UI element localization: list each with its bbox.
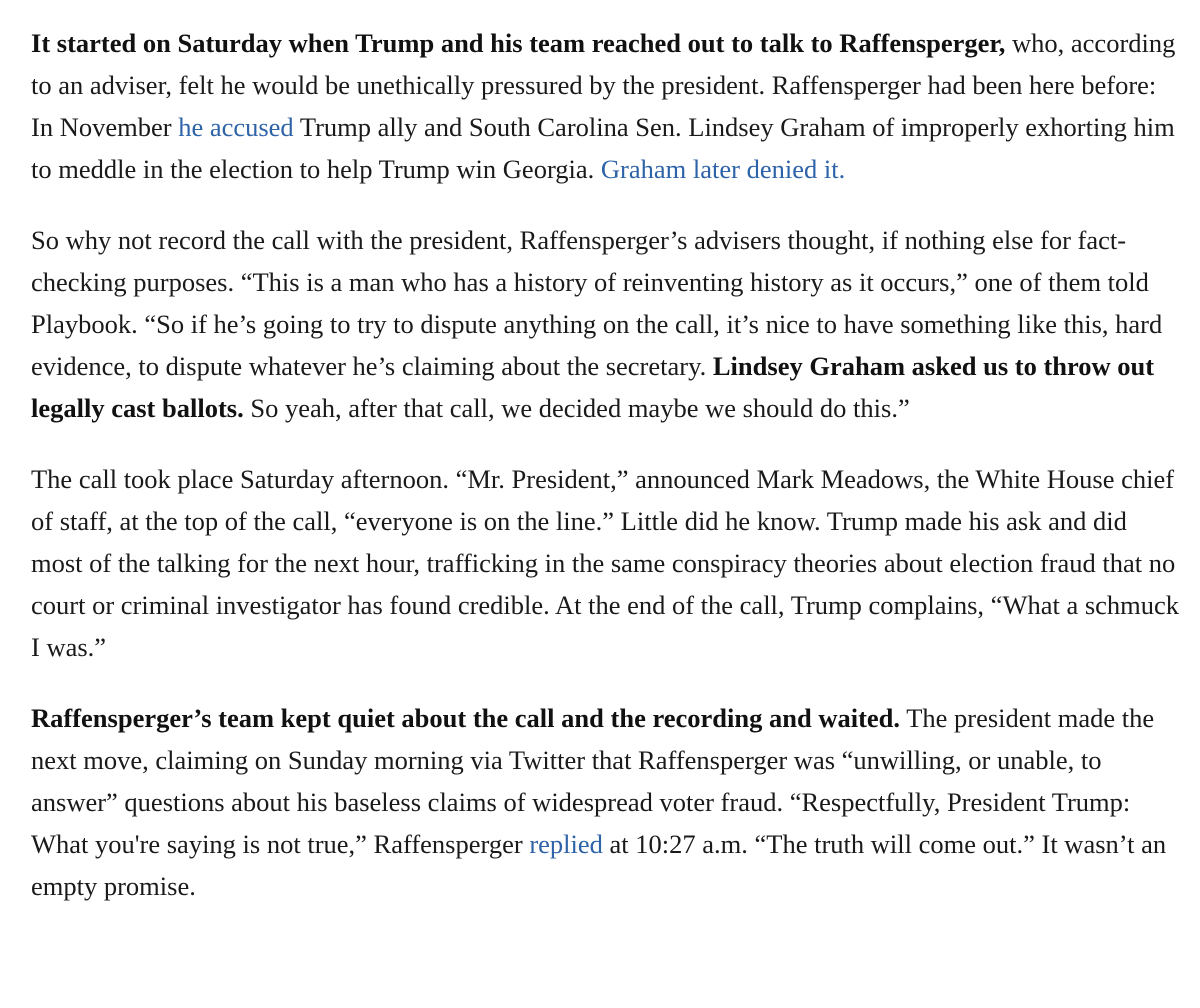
paragraph-4-text-2: at 10:27 a.m. “The truth will come out.” It wasn’t an empty promise. bbox=[31, 829, 1167, 901]
paragraph-1-text-1: who, according to an adviser, felt he would be unethically pressured by the president. Raffensperger had been here before: In November bbox=[31, 28, 1176, 142]
paragraph-4 bbox=[31, 697, 1181, 907]
paragraph-4-bold-lead: Raffensperger’s team kept quiet about the call and the recording and waited. bbox=[31, 703, 901, 733]
he-accused-link[interactable]: he accused bbox=[178, 112, 294, 142]
paragraph-3 bbox=[31, 458, 1181, 668]
paragraph-2 bbox=[31, 219, 1181, 429]
paragraph-4-text-1: The president made the next move, claiming on Sunday morning via Twitter that Raffensperger was “unwilling, or unable, to answer” questions about his baseless claims of widespread voter fraud. “Respectfully, President Trump: What you're saying is not true,” Raffensperger bbox=[31, 703, 1155, 859]
paragraph-1 bbox=[31, 22, 1181, 190]
paragraph-1-bold-lead: It started on Saturday when Trump and his team reached out to talk to Raffensperger, bbox=[31, 28, 1006, 58]
paragraph-1-text-2: Trump ally and South Carolina Sen. Lindsey Graham of improperly exhorting him to meddle in the election to help Trump win Georgia. bbox=[31, 112, 1175, 184]
paragraph-2-text-1: So why not record the call with the president, Raffensperger’s advisers thought, if nothing else for fact-checking purposes. “This is a man who has a history of reinventing history as it occurs,” one of them told Playbook. “So if he’s going to try to dispute anything on the call, it’s nice to have something like this, hard evidence, to dispute whatever he’s claiming about the secretary. bbox=[31, 225, 1163, 381]
paragraph-2-bold-quote: Lindsey Graham asked us to throw out legally cast ballots. bbox=[31, 351, 1155, 423]
article-body bbox=[31, 22, 1181, 936]
graham-denied-link[interactable]: Graham later denied it. bbox=[600, 154, 846, 184]
replied-link[interactable]: replied bbox=[529, 829, 603, 859]
paragraph-3-text: The call took place Saturday afternoon. “Mr. President,” announced Mark Meadows, the White House chief of staff, at the top of the call, “everyone is on the line.” Little did he know. Trump made his ask and did most of the talking for the next hour, trafficking in the same conspiracy theories about election fraud that no court or criminal investigator has found credible. At the end of the call, Trump complains, “What a schmuck I was.” bbox=[31, 464, 1180, 662]
paragraph-2-text-2: So yeah, after that call, we decided maybe we should do this.” bbox=[243, 393, 910, 423]
